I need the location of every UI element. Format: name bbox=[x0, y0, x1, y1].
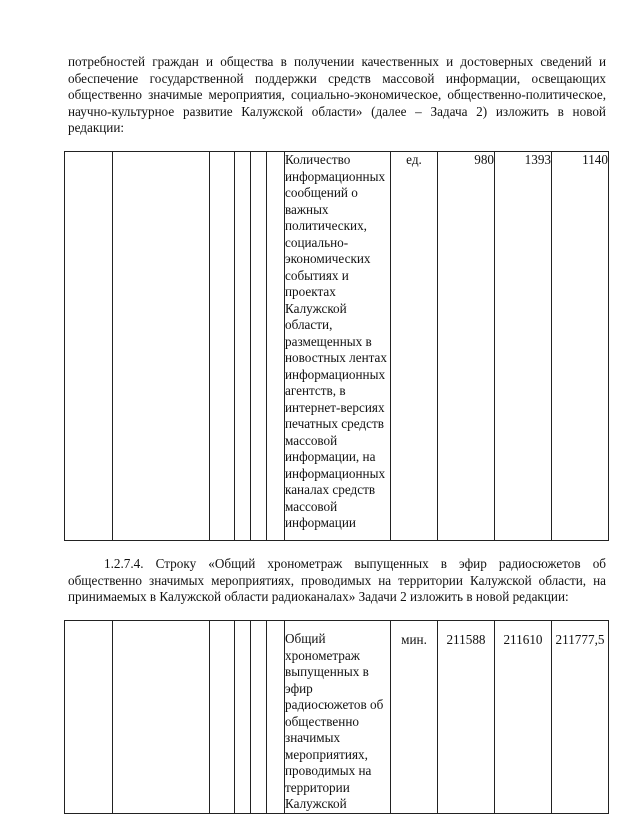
indicator-description: Количество информационных сообщений о важных политических, социально-экономических событиях и проектах Калужской области, размещенных в новостных лентах информационных агентств, в интернет-версиях печатных средств массовой информации, на информационных каналах средств массовой информации bbox=[285, 152, 391, 541]
indicator-unit: ед. bbox=[391, 152, 438, 541]
empty-cell bbox=[113, 152, 210, 541]
indicator-value-1: 980 bbox=[438, 152, 495, 541]
paragraph-top: потребностей граждан и общества в получении качественных и достоверных сведений и обеспечение государственной поддержки средств массовой информации, освещающих общественно значимые мероприятия, социально-экономическое, общественно-политическое, научно-культурное развитие Калужской области» (далее – Задача 2) изложить в новой редакции: bbox=[68, 54, 606, 136]
empty-cell bbox=[251, 152, 267, 541]
empty-cell bbox=[251, 621, 267, 814]
empty-cell bbox=[210, 621, 235, 814]
empty-cell bbox=[267, 621, 285, 814]
table-row bbox=[65, 621, 609, 814]
indicator-unit: мин. bbox=[391, 621, 438, 814]
empty-cell bbox=[113, 621, 210, 814]
indicator-table-2 bbox=[64, 620, 609, 814]
empty-cell bbox=[65, 621, 113, 814]
indicator-value-2: 1393 bbox=[495, 152, 552, 541]
empty-cell bbox=[65, 152, 113, 541]
empty-cell bbox=[210, 152, 235, 541]
paragraph-item-1-2-7-4: 1.2.7.4. Строку «Общий хронометраж выпущенных в эфир радиосюжетов об общественно значимых мероприятиях, проводимых на территории Калужской области, на принимаемых в Калужской области радиоканалах» Задачи 2 изложить в новой редакции: bbox=[68, 556, 606, 605]
indicator-value-1: 211588 bbox=[438, 621, 495, 814]
table-row bbox=[65, 152, 609, 541]
indicator-value-3: 1140 bbox=[552, 152, 609, 541]
indicator-description: Общий хронометраж выпущенных в эфир радиосюжетов об общественно значимых мероприятиях, проводимых на территории Калужской bbox=[285, 621, 391, 814]
empty-cell bbox=[267, 152, 285, 541]
indicator-value-2: 211610 bbox=[495, 621, 552, 814]
indicator-table-1 bbox=[64, 151, 609, 541]
empty-cell bbox=[235, 152, 251, 541]
empty-cell bbox=[235, 621, 251, 814]
indicator-value-3: 211777,5 bbox=[552, 621, 609, 814]
